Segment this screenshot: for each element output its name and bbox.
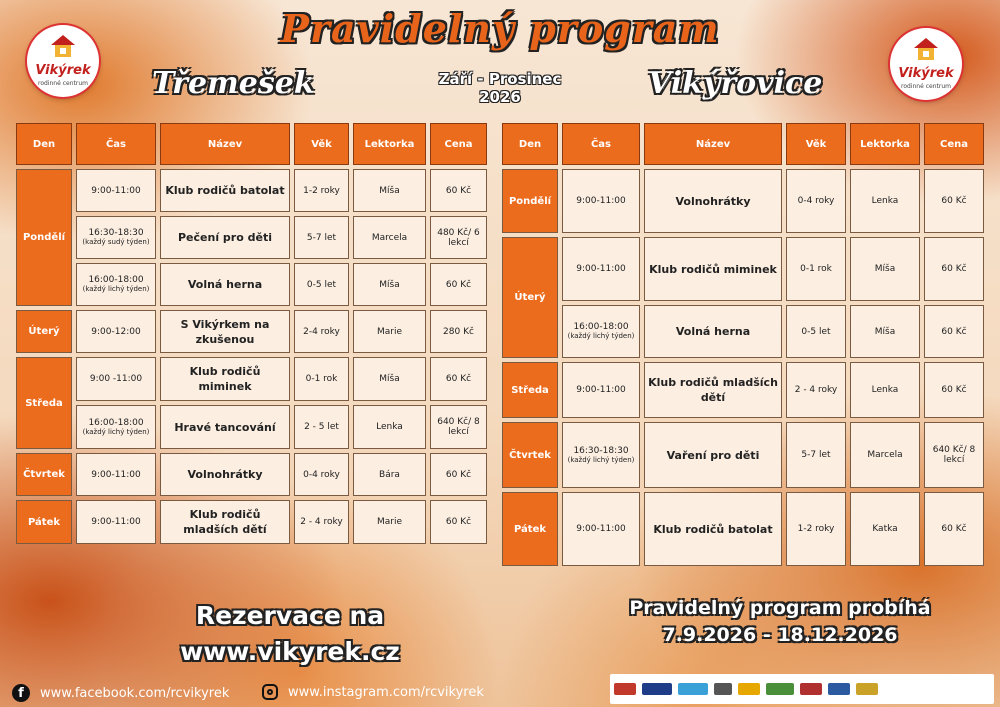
facebook-icon: f — [12, 684, 30, 702]
table-header-row — [16, 123, 487, 165]
schedule-table-tremesek — [12, 119, 491, 548]
column-header: Den — [16, 123, 72, 165]
time-note: (každý sudý týden) — [82, 238, 150, 246]
price-cell: 60 Kč — [924, 362, 984, 418]
column-header: Lektorka — [353, 123, 426, 165]
table-row — [16, 500, 487, 544]
age-cell: 0-1 rok — [294, 357, 349, 401]
age-cell: 5-7 let — [294, 216, 349, 259]
activity-name-cell: Klub rodičů mladších dětí — [160, 500, 290, 544]
location-left-title: Třemešek — [152, 66, 315, 101]
day-cell: Pátek — [502, 492, 558, 566]
activity-name-cell: Volná herna — [160, 263, 290, 306]
reservation-text: Rezervace na www.vikyrek.cz — [140, 598, 440, 670]
time-cell: 9:00-11:00 — [562, 169, 640, 233]
time-cell: 9:00-11:00 — [562, 492, 640, 566]
table-body-right — [502, 169, 984, 566]
table-row — [16, 310, 487, 353]
column-header: Název — [644, 123, 782, 165]
coat-of-arms-logo — [828, 683, 850, 695]
time-cell: 9:00-11:00 — [76, 453, 156, 496]
price-cell: 60 Kč — [924, 305, 984, 358]
column-header: Název — [160, 123, 290, 165]
day-cell: Čtvrtek — [16, 453, 72, 496]
time-note: (každý lichý týden) — [82, 285, 150, 293]
column-header: Den — [502, 123, 558, 165]
age-cell: 2 - 4 roky — [294, 500, 349, 544]
age-cell: 0-1 rok — [786, 237, 846, 301]
instagram-link[interactable]: www.instagram.com/rcvikyrek — [262, 684, 484, 700]
lector-cell: Míša — [353, 357, 426, 401]
price-cell: 640 Kč/ 8 lekcí — [430, 405, 487, 449]
time-note: (každý lichý týden) — [82, 427, 150, 436]
location-right-title: Vikýřovice — [648, 66, 823, 101]
age-cell: 2-4 roky — [294, 310, 349, 353]
facebook-link[interactable]: f www.facebook.com/rcvikyrek — [12, 684, 229, 702]
time-cell: 16:00-18:00 (každý lichý týden) — [562, 305, 640, 358]
table-row — [502, 305, 984, 358]
age-cell: 2 - 4 roky — [786, 362, 846, 418]
table-header-row — [502, 123, 984, 165]
price-cell: 480 Kč/ 6 lekcí — [430, 216, 487, 259]
activity-name-cell: Klub rodičů batolat — [644, 492, 782, 566]
time-cell: 9:00-11:00 — [562, 362, 640, 418]
activity-name-cell: Vaření pro děti — [644, 422, 782, 488]
activity-name-cell: Klub rodičů mladších dětí — [644, 362, 782, 418]
table-row — [502, 422, 984, 488]
price-cell: 60 Kč — [924, 169, 984, 233]
price-cell: 60 Kč — [430, 453, 487, 496]
table-row — [502, 362, 984, 418]
schedule-table-vikyrovice — [498, 119, 988, 570]
lector-cell: Míša — [353, 263, 426, 306]
age-cell: 0-5 let — [294, 263, 349, 306]
age-cell: 0-5 let — [786, 305, 846, 358]
olomoucky-kraj-logo — [678, 683, 708, 695]
lector-cell: Lenka — [353, 405, 426, 449]
day-cell: Pondělí — [16, 169, 72, 306]
price-cell: 60 Kč — [924, 237, 984, 301]
day-cell: Středa — [502, 362, 558, 418]
table-row — [16, 169, 487, 212]
time-note: (každý lichý týden) — [567, 455, 635, 464]
price-cell: 280 Kč — [430, 310, 487, 353]
day-cell: Pondělí — [502, 169, 558, 233]
partner-logo — [714, 683, 732, 695]
activity-name-cell: Klub rodičů miminek — [160, 357, 290, 401]
table-row — [16, 263, 487, 306]
column-header: Věk — [786, 123, 846, 165]
program-dates: Pravidelný program probíhá 7.9.2026 - 18.12.2026 — [629, 597, 931, 646]
age-cell: 1-2 roky — [786, 492, 846, 566]
lector-cell: Lenka — [850, 362, 920, 418]
eu-flag-logo — [642, 683, 672, 695]
instagram-icon — [262, 684, 278, 700]
house-icon — [51, 35, 75, 57]
price-cell: 60 Kč — [430, 500, 487, 544]
activity-name-cell: Klub rodičů batolat — [160, 169, 290, 212]
lector-cell: Míša — [850, 305, 920, 358]
table-row — [16, 405, 487, 449]
vikyrek-logo-left: Vikýrek rodinné centrum — [27, 25, 99, 97]
price-cell: 60 Kč — [430, 357, 487, 401]
column-header: Cena — [430, 123, 487, 165]
day-cell: Středa — [16, 357, 72, 449]
activity-name-cell: Hravé tancování — [160, 405, 290, 449]
table-row — [502, 169, 984, 233]
time-note: (každý lichý týden) — [567, 332, 635, 340]
table-row — [16, 357, 487, 401]
column-header: Cena — [924, 123, 984, 165]
table-row — [16, 453, 487, 496]
day-cell: Úterý — [502, 237, 558, 358]
day-cell: Úterý — [16, 310, 72, 353]
time-cell: 9:00-11:00 — [76, 169, 156, 212]
price-cell: 640 Kč/ 8 lekcí — [924, 422, 984, 488]
lector-cell: Míša — [850, 237, 920, 301]
column-header: Věk — [294, 123, 349, 165]
ministry-logo — [614, 683, 636, 695]
sponsor-logos-strip — [610, 674, 994, 704]
activity-name-cell: Klub rodičů miminek — [644, 237, 782, 301]
lector-cell: Marcela — [850, 422, 920, 488]
coat-of-arms-logo — [856, 683, 878, 695]
time-cell: 16:30-18:30 (každý sudý týden) — [76, 216, 156, 259]
age-cell: 0-4 roky — [786, 169, 846, 233]
time-cell: 16:00-18:00 (každý lichý týden) — [76, 263, 156, 306]
activity-name-cell: Volnohrátky — [160, 453, 290, 496]
time-cell: 9:00-11:00 — [562, 237, 640, 301]
activity-name-cell: Volná herna — [644, 305, 782, 358]
age-cell: 1-2 roky — [294, 169, 349, 212]
table-row — [16, 216, 487, 259]
time-cell: 16:30-18:30 (každý lichý týden) — [562, 422, 640, 488]
time-cell: 9:00 -11:00 — [76, 357, 156, 401]
column-header: Čas — [76, 123, 156, 165]
activity-name-cell: Volnohrátky — [644, 169, 782, 233]
time-cell: 16:00-18:00 (každý lichý týden) — [76, 405, 156, 449]
column-header: Lektorka — [850, 123, 920, 165]
column-header: Čas — [562, 123, 640, 165]
day-cell: Čtvrtek — [502, 422, 558, 488]
lector-cell: Marie — [353, 500, 426, 544]
day-cell: Pátek — [16, 500, 72, 544]
coat-of-arms-logo — [800, 683, 822, 695]
lector-cell: Marie — [353, 310, 426, 353]
lector-cell: Marcela — [353, 216, 426, 259]
website-link[interactable]: www.vikyrek.cz — [180, 637, 400, 666]
time-cell: 9:00-11:00 — [76, 500, 156, 544]
table-row — [502, 237, 984, 301]
price-cell: 60 Kč — [430, 263, 487, 306]
table-row — [502, 492, 984, 566]
age-cell: 2 - 5 let — [294, 405, 349, 449]
futurpol-logo — [766, 683, 794, 695]
age-cell: 5-7 let — [786, 422, 846, 488]
activity-name-cell: S Vikýrkem na zkušenou — [160, 310, 290, 353]
lector-cell: Lenka — [850, 169, 920, 233]
time-cell: 9:00-12:00 — [76, 310, 156, 353]
period-label: Září - Prosinec 2026 — [438, 70, 562, 106]
price-cell: 60 Kč — [924, 492, 984, 566]
page-title: Pravidelný program — [280, 6, 720, 51]
vikyrek-logo-right: Vikýrek rodinné centrum — [890, 28, 962, 100]
age-cell: 0-4 roky — [294, 453, 349, 496]
uno-logo — [738, 683, 760, 695]
table-body-left — [16, 169, 487, 544]
lector-cell: Katka — [850, 492, 920, 566]
lector-cell: Míša — [353, 169, 426, 212]
activity-name-cell: Pečení pro děti — [160, 216, 290, 259]
house-icon — [914, 38, 938, 60]
price-cell: 60 Kč — [430, 169, 487, 212]
lector-cell: Bára — [353, 453, 426, 496]
